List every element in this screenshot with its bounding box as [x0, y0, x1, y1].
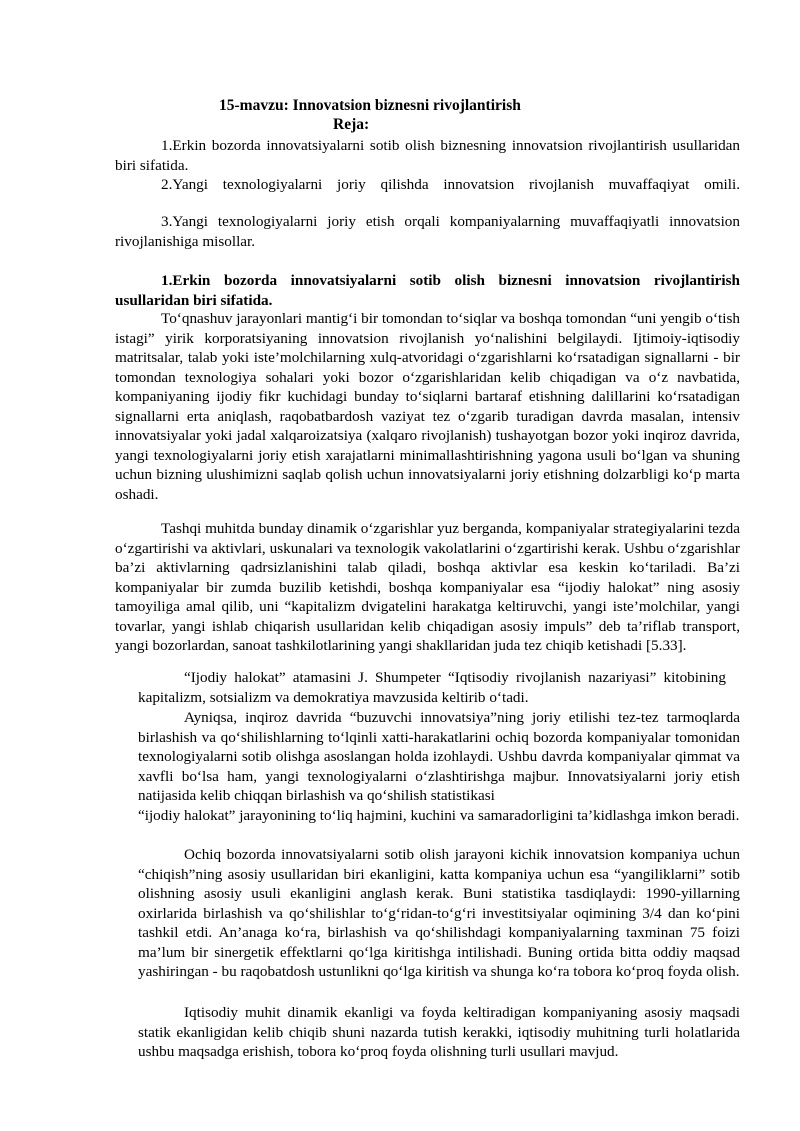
- body-paragraph: Tashqi muhitda bunday dinamik o‘zgarishlar yuz berganda, kompaniyalar strategiyalarini tezda o‘zgartirishi va aktivlari, uskunalari va texnologik vakolatlarini o‘zgartirishi kerak. Ushbu o‘zgarishlar ba’zi aktivlarning qadrsizlanishini talab qiladi, boshqa aktivlar esa keskin ko‘tariladi. Ba’zi kompaniyalar bir zumda buzilib ketishdi, boshqa kompaniyalar esa “ijodiy halokat” ning asosiy tamoyiliga amal qilib, uni “kapitalizm dvigatelini harakatga keltiruvchi, yangi iste’molchilar, yangi tovarlar, yangi ishlab chiqarish usullaridan kelib chiqadigan asosiy impuls” deb ta’riflab transport, yangi bozorlardan, sanoat tashkilotlarining yangi shakllaridan juda tez chiqib ketishadi [5.33].: [115, 520, 740, 654]
- body-paragraph: Ayniqsa, inqiroz davrida “buzuvchi innovatsiya”ning joriy etilishi tez-tez tarmoqlarda birlashish va qo‘shilishlarning to‘lqinli xatti-harakatlarini ochiq bozorda kompaniyalar tomonidan texnologiyalarni sotib olishga asoslangan holda izohlaydi. Ushbu davrda kompaniyalar qimmat va xavfli bo‘lsa ham, yangi texnologiyalarni o‘zlashtirishga majbur. Innovatsiyalarni joriy etish natijasida kelib chiqqan birlashish va qo‘shilish statistikasi: [138, 709, 740, 804]
- plan-item-1: 1.Erkin bozorda innovatsiyalarni sotib olish biznesning innovatsion rivojlantirish usullaridan biri sifatida.: [115, 137, 740, 174]
- body-paragraph: Iqtisodiy muhit dinamik ekanligi va foyda keltiradigan kompaniyaning asosiy maqsadi statik ekanligidan kelib chiqib shuni nazarda tutish kerakki, iqtisodiy muhitning turli holatlarida ushbu maqsadga erishish, tobora ko‘proq foyda olishning turli usullari mavjud.: [138, 1004, 740, 1060]
- plan-heading: Reja:: [333, 116, 370, 133]
- body-paragraph: Ochiq bozorda innovatsiyalarni sotib olish jarayoni kichik innovatsion kompaniya uchun “chiqish”ning asosiy usullaridan biri ekanligini, katta kompaniya uchun esa “yangiliklarni” sotib olishning asosiy usuli ekanligini anglash kerak. Buni statistika tasdiqlaydi: 1990-yillarning oxirlarida birlashish va qo‘shilishlar to‘g‘ridan-to‘g‘ri investitsiyalar oqimining 3/4 dan ko‘pini tashkil etdi. An’anaga ko‘ra, birlashish va qo‘shilishdagi kompaniyalarning taxminan 75 foizi ma’lum bir sinergetik effektlarni qo‘lga kiritishga intilishadi. Buning ortida bitta oddiy maqsad yashiringan - bu raqobatdosh ustunlikni qo‘lga kiritish va shunga ko‘ra tobora ko‘proq foyda olish.: [138, 846, 740, 980]
- plan-item-2: 2.Yangi texnologiyalarni joriy qilishda innovatsion rivojlanish muvaffaqiyat omili.: [161, 176, 740, 193]
- section-heading: 1.Erkin bozorda innovatsiyalarni sotib olish biznesni innovatsion rivojlantirish usullaridan biri sifatida.: [115, 272, 740, 309]
- body-paragraph: “ijodiy halokat” jarayonining to‘liq hajmini, kuchini va samaradorligini ta’kidlashga imkon beradi.: [138, 807, 740, 824]
- document-title: 15-mavzu: Innovatsion biznesni rivojlantirish: [219, 97, 521, 114]
- body-paragraph: “Ijodiy halokat” atamasini J. Shumpeter “Iqtisodiy rivojlanish nazariyasi” kitobining kapitalizm, sotsializm va demokratiya mavzusida keltirib o‘tadi.: [138, 669, 726, 706]
- plan-item-3: 3.Yangi texnologiyalarni joriy etish orqali kompaniyalarning muvaffaqiyatli innovatsion rivojlanishiga misollar.: [115, 213, 740, 250]
- body-paragraph: To‘qnashuv jarayonlari mantig‘i bir tomondan to‘siqlar va boshqa tomondan “uni yengib o‘tish istagi” yirik korporatsiyaning innovatsion rivojlanish yo‘nalishini belgilaydi. Ijtimoiy-iqtisodiy matritsalar, talab yoki iste’molchilarning xulq-atvoridagi o‘zgarishlarni ko‘rsatadigan signallarni - bir tomondan texnologiya sohalari yoki bozor o‘zgarishlaridan kelib chiqadigan va o‘z navbatida, kompaniyaning ijodiy fikr kuchidagi bunday to‘siqlarni bartaraf etishning dalillarini ko‘rsatadigan signallarni erta aniqlash, raqobatbardosh vaziyat tez o‘zgarib turadigan davrda masalan, intensiv innovatsiyalar yoki jadal xalqaroizatsiya (xalqaro rivojlanish) tushayotgan bozor yoki inqiroz davrida, yangi texnologiyalarni joriy etish xarajatlarni minimallashtirishning yagona usuli bo‘lgan va shuning uchun bizning ulushimizni saqlab qolish uchun innovatsiyalarni joriy etishning dolzarbligi ko‘p marta oshadi.: [115, 310, 740, 503]
